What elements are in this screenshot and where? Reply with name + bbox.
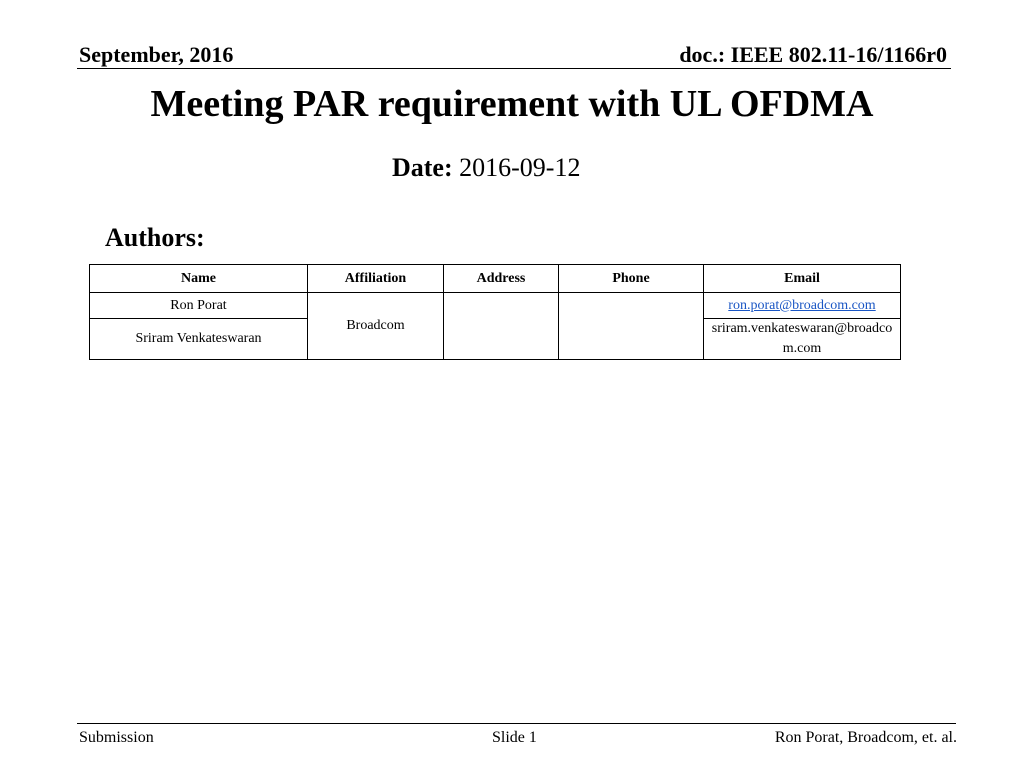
author-email: sriram.venkateswaran@broadcom.com	[711, 321, 893, 356]
header-date: September, 2016	[79, 42, 234, 67]
footer-slide-number: Slide 1	[492, 729, 537, 746]
date-label: Date:	[392, 153, 453, 182]
col-header-name: Name	[90, 265, 308, 293]
col-header-phone: Phone	[559, 265, 704, 293]
header-divider	[77, 68, 951, 69]
date-value: 2016-09-12	[459, 153, 581, 182]
footer-submission: Submission	[79, 729, 154, 746]
date-line	[392, 152, 580, 184]
author-phone	[559, 293, 704, 360]
col-header-affiliation: Affiliation	[308, 265, 444, 293]
header-doc-id: doc.: IEEE 802.11-16/1166r0	[679, 42, 947, 67]
col-header-address: Address	[444, 265, 559, 293]
author-name: Ron Porat	[90, 293, 308, 319]
footer-authors: Ron Porat, Broadcom, et. al.	[774, 729, 957, 746]
footer-divider	[77, 723, 956, 724]
author-affiliation: Broadcom	[308, 293, 444, 360]
author-email-cell	[704, 319, 901, 360]
author-name: Sriram Venkateswaran	[90, 319, 308, 360]
slide-title: Meeting PAR requirement with UL OFDMA	[150, 83, 874, 125]
author-email-link[interactable]: ron.porat@broadcom.com	[728, 297, 876, 313]
authors-heading: Authors:	[105, 223, 205, 252]
author-email-cell	[704, 293, 901, 319]
table-header-row	[90, 265, 901, 293]
col-header-email: Email	[704, 265, 901, 293]
authors-table	[89, 264, 901, 360]
table-row	[90, 293, 901, 319]
author-address	[444, 293, 559, 360]
